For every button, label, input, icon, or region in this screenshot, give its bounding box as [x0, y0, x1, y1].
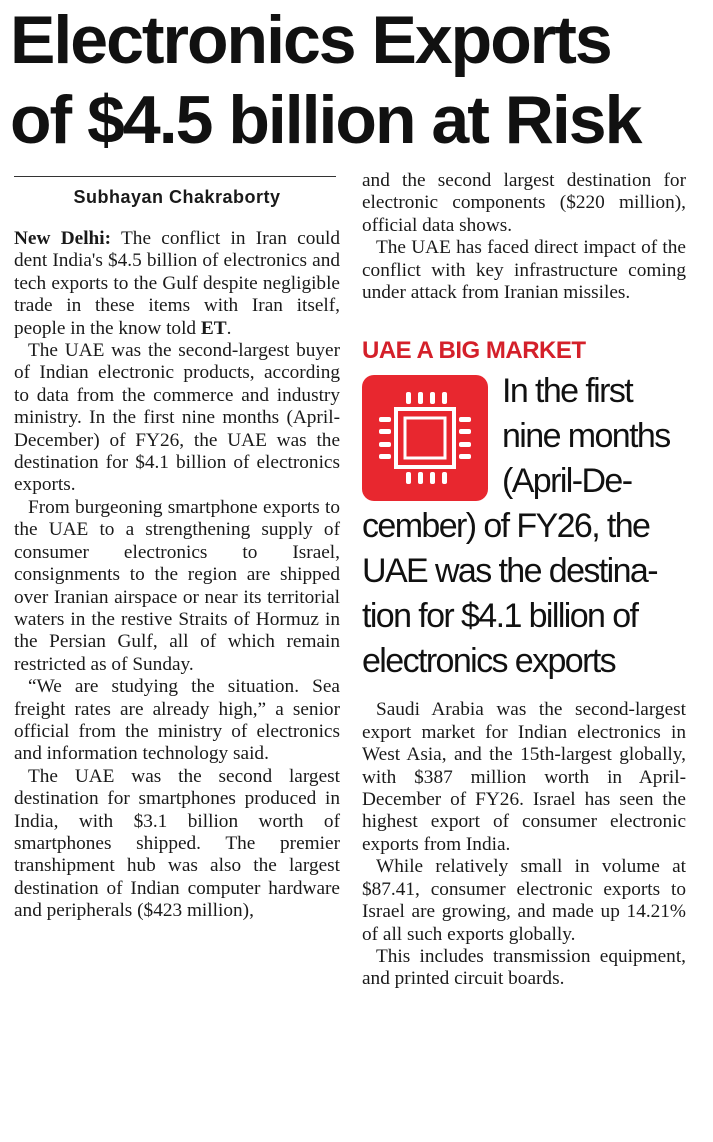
right-column [362, 170, 686, 991]
paragraph-1-end: . [226, 317, 232, 339]
paragraph-4: “We are studying the situation. Sea freight rates are already high,” a senior official from the ministry of electronics and information technology said. [14, 676, 340, 765]
headline [10, 0, 710, 160]
dateline: New Delhi: [14, 228, 112, 249]
pull-quote-line-6: tion for $4.1 billion of [362, 597, 638, 636]
pull-quote-line-7: electronics exports [362, 642, 616, 681]
pull-quote-line-1: In the first [502, 372, 633, 411]
paragraph-5: The UAE was the second largest destination for smartphones produced in India, with $3.1 billion worth of smartphones shipped. The premier transhipment hub was also the largest destination of Indian computer hardware and peripherals ($423 million), [14, 765, 340, 922]
right-body-bottom [362, 699, 686, 990]
pull-quote-line-3: (April-De- [502, 462, 632, 501]
paragraph-3: From burgeoning smartphone exports to the UAE to a strengthening supply of consumer electronics to Israel, consignments to the region are shipped over Iranian airspace or near its territorial waters in the restive Straits of Hormuz in the Persian Gulf, all of which remain restricted as of Sunday. [14, 496, 340, 675]
paragraph-2: The UAE was the second-largest buyer of Indian electronic products, according to data from the commerce and industry ministry. In the first nine months (April-December) of FY26, the UAE was the destination for $4.1 billion of electronics exports. [14, 340, 340, 496]
pull-quote-line-4: cember) of FY26, the [362, 507, 650, 546]
paragraph-8: Saudi Arabia was the second-largest export market for Indian electronics in West Asia, and the 15th-largest globally, with $387 million worth in April-December of FY26. Israel has seen the highest export of consumer electronic exports from India. [362, 699, 686, 855]
source-et: ET [200, 317, 227, 339]
paragraph-1-text: The conflict in Iran could dent India's $4.5 billion of electronics and tech exports to the Gulf despite negligible trade in these items with Iran itself, people in the know told [14, 228, 340, 339]
left-column [14, 176, 340, 923]
paragraph-1 [14, 228, 340, 340]
left-body [14, 228, 340, 923]
pull-quote-top [502, 369, 702, 504]
paragraph-6: and the second largest destination for electronic components ($220 million), official data shows. [362, 170, 686, 236]
byline: Subhayan Chakraborty [73, 187, 281, 207]
pull-quote-line-2: nine months [502, 417, 670, 456]
paragraph-7: The UAE has faced direct impact of the conflict with key infrastructure coming under attack from Iranian missiles. [362, 237, 686, 304]
microchip-icon [362, 375, 488, 501]
pull-quote-bottom [362, 504, 707, 684]
byline-divider [14, 176, 336, 177]
headline-line-2: of $4.5 billion at Risk [10, 82, 641, 158]
pull-quote-line-5: UAE was the destina- [362, 552, 657, 591]
paragraph-10: This includes transmission equipment, and printed circuit boards. [362, 945, 686, 990]
right-body-top [362, 170, 686, 304]
headline-line-1: Electronics Exports [10, 2, 611, 78]
paragraph-9: While relatively small in volume at $87.41, consumer electronic exports to Israel are growing, and made up 14.21% of all such exports globally. [362, 856, 686, 945]
highlight-box [362, 372, 686, 695]
section-label: UAE A BIG MARKET [362, 337, 586, 365]
